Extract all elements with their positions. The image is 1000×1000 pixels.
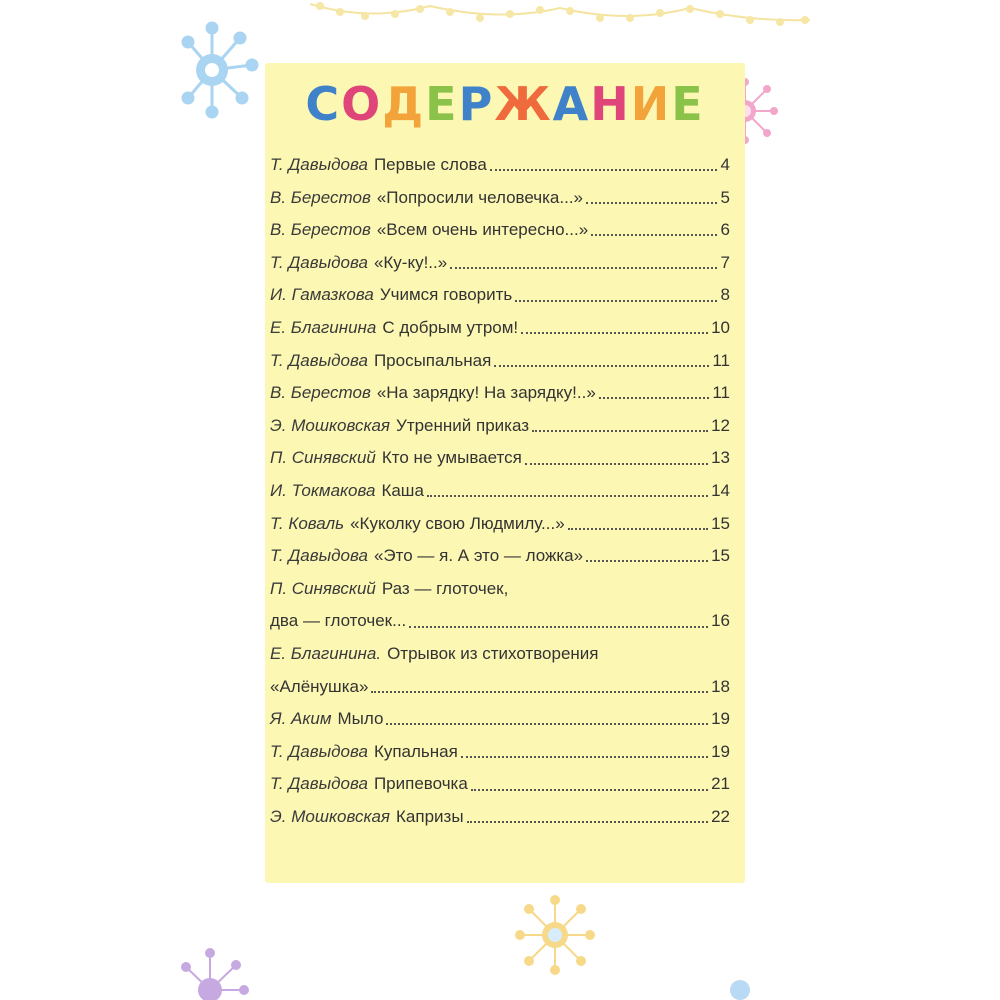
toc-leader-dots [568, 528, 708, 530]
toc-leader-dots [515, 300, 717, 302]
toc-leader-dots [586, 560, 708, 562]
toc-author: В. Берестов [270, 220, 371, 240]
toc-work-title: Утренний приказ [396, 415, 530, 435]
toc-work-title: Первые слова [373, 155, 487, 174]
title-letter: Н [590, 77, 631, 131]
toc-page-number: 13 [711, 448, 730, 468]
toc-leader-dots [591, 234, 717, 236]
contents-panel [265, 63, 745, 883]
toc-leader-dots [471, 789, 708, 791]
toc-entry [270, 475, 730, 508]
toc-page-number: 19 [711, 741, 730, 761]
toc-work-title: Купальная [373, 741, 458, 761]
toc-author: Т. Давыдова [270, 546, 368, 566]
title-letter: Р [458, 77, 495, 131]
toc-leader-dots [461, 756, 708, 758]
page-title [265, 77, 745, 131]
toc-work-title: Каша [381, 480, 424, 500]
title-letter: Ж [494, 77, 553, 131]
blue-dot-icon [728, 978, 752, 1000]
toc-entry [270, 149, 730, 182]
toc-page-number: 16 [711, 611, 730, 631]
toc-author: Е. Благинина. [270, 643, 382, 663]
toc-page-number: 15 [711, 513, 730, 533]
toc-author: Я. Аким [270, 709, 332, 729]
toc-leader-dots [490, 169, 717, 171]
toc-leader-dots [532, 430, 708, 432]
toc-entry [270, 671, 730, 704]
toc-author: Т. Давыдова [270, 741, 368, 761]
toc-page-number: 4 [720, 155, 730, 174]
toc-leader-dots [427, 495, 708, 497]
toc-entry [270, 605, 730, 638]
toc-work-title: «Куколку свою Людмилу...» [350, 513, 565, 533]
toc-author: В. Берестов [270, 383, 371, 403]
toc-author: И. Токмакова [270, 480, 376, 500]
toc-entry [270, 736, 730, 769]
title-letter: Е [671, 77, 705, 131]
toc-author: В. Берестов [270, 187, 371, 207]
toc-page-number: 10 [711, 317, 730, 337]
toc-author: П. Синявский [270, 578, 376, 598]
title-letter: А [552, 77, 591, 131]
toc-work-title: Раз — глоточек, [381, 578, 509, 598]
toc-work-title: «Это — я. А это — ложка» [373, 546, 584, 566]
page-margin [810, 0, 1000, 1000]
toc-page-number: 8 [720, 285, 730, 305]
purple-flower-icon [180, 945, 250, 1000]
garland-decoration [310, 0, 810, 50]
toc-leader-dots [450, 267, 717, 269]
toc-page-number: 22 [711, 806, 730, 826]
toc-author: Т. Коваль [270, 513, 345, 533]
toc-work-title: Учимся говорить [379, 285, 513, 305]
toc-entry [270, 410, 730, 443]
toc-page-number: 5 [720, 187, 730, 207]
toc-work-title: «На зарядку! На зарядку!..» [376, 383, 596, 403]
toc-leader-dots [409, 626, 708, 628]
toc-work-title: Капризы [396, 806, 464, 826]
toc-page-number: 11 [712, 383, 730, 403]
toc-leader-dots [525, 463, 708, 465]
toc-leader-dots [386, 723, 708, 725]
toc-author: Э. Мошковская [270, 415, 391, 435]
title-letter: И [630, 77, 672, 131]
toc-work-title: Мыло [337, 709, 384, 729]
toc-work-title: «Ку-ку!..» [373, 252, 448, 272]
table-of-contents [270, 149, 730, 833]
toc-entry [270, 377, 730, 410]
toc-work-title: «Попросили человечка...» [376, 187, 583, 207]
toc-author: Э. Мошковская [270, 806, 391, 826]
title-letter: Д [382, 77, 426, 131]
toc-entry [270, 703, 730, 736]
toc-page-number: 6 [720, 220, 730, 240]
toc-entry [270, 312, 730, 345]
toc-entry [270, 573, 730, 606]
toc-leader-dots [494, 365, 709, 367]
toc-entry [270, 214, 730, 247]
toc-author: И. Гамазкова [270, 285, 374, 305]
toc-author: Т. Давыдова [270, 155, 368, 174]
toc-work-title: Отрывок из стихотворения [387, 643, 599, 663]
title-letter: Е [425, 77, 459, 131]
toc-author: Т. Давыдова [270, 350, 368, 370]
toc-page-number: 15 [711, 546, 730, 566]
toc-leader-dots [467, 821, 709, 823]
toc-page-number: 19 [711, 709, 730, 729]
title-letter: С [305, 77, 342, 131]
toc-author: Т. Давыдова [270, 774, 368, 794]
toc-leader-dots [521, 332, 708, 334]
toc-leader-dots [586, 202, 717, 204]
title-letter: О [341, 77, 383, 131]
toc-entry [270, 801, 730, 834]
toc-page-number: 21 [711, 774, 730, 794]
toc-leader-dots [371, 691, 708, 693]
toc-page-number: 7 [720, 252, 730, 272]
toc-work-title: два — глоточек... [270, 611, 407, 631]
toc-entry [270, 345, 730, 378]
toc-work-title: Просыпальная [373, 350, 492, 370]
toc-entry [270, 182, 730, 215]
toc-work-title: Кто не умывается [381, 448, 522, 468]
yellow-flower-icon [515, 895, 595, 975]
toc-entry [270, 508, 730, 541]
toc-page-number: 12 [711, 415, 730, 435]
toc-entry [270, 540, 730, 573]
toc-entry [270, 247, 730, 280]
toc-page-number: 18 [711, 676, 730, 696]
toc-author: Т. Давыдова [270, 252, 368, 272]
toc-page-number: 14 [711, 480, 730, 500]
toc-work-title: Припевочка [373, 774, 468, 794]
toc-page-number: 11 [712, 350, 730, 370]
toc-entry [270, 279, 730, 312]
toc-entry [270, 442, 730, 475]
blue-flower-icon [180, 20, 270, 120]
toc-author: П. Синявский [270, 448, 376, 468]
toc-entry [270, 638, 730, 671]
toc-work-title: «Алёнушка» [270, 676, 369, 696]
toc-work-title: «Всем очень интересно...» [376, 220, 589, 240]
toc-entry [270, 768, 730, 801]
toc-leader-dots [599, 397, 710, 399]
toc-author: Е. Благинина [270, 317, 377, 337]
toc-work-title: С добрым утром! [382, 317, 519, 337]
